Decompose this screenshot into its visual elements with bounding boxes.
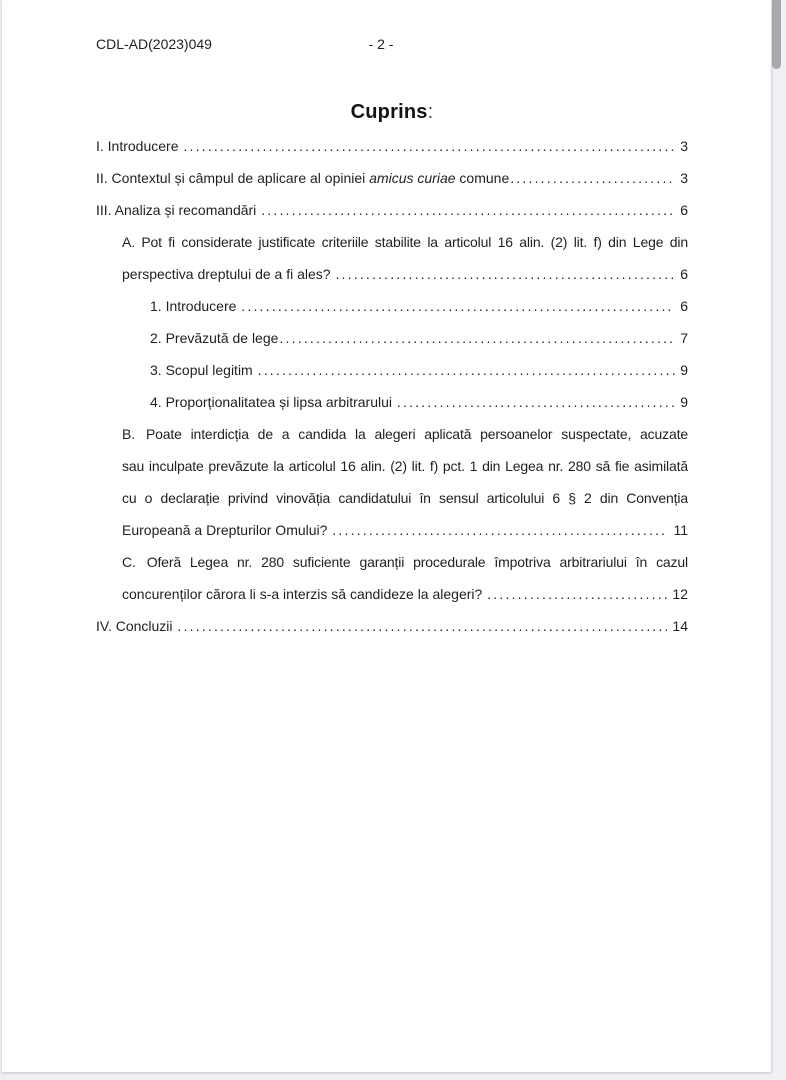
toc-line — [122, 578, 688, 610]
toc-line — [150, 322, 688, 354]
toc-entry-text — [150, 386, 396, 418]
toc-line — [122, 450, 688, 482]
text-segment: IV. Concluzii — [96, 618, 177, 634]
text-segment: 1. Introducere — [150, 298, 241, 314]
toc-entry-text — [122, 426, 688, 442]
dot-leader — [177, 610, 667, 642]
document-reference: CDL-AD(2023)049 — [96, 36, 212, 52]
text-segment: cu o declarație privind vinovăția candidatului în sensul articolului 6 § 2 din Convenția — [122, 490, 688, 506]
toc-line — [122, 418, 688, 450]
toc-entry — [96, 386, 688, 418]
table-of-contents — [96, 130, 688, 642]
toc-entry — [96, 226, 688, 290]
toc-entry — [96, 162, 688, 194]
toc-page-number: 6 — [680, 266, 688, 282]
dot-leader — [241, 290, 675, 322]
toc-page-number: 3 — [680, 138, 688, 154]
toc-entry-text — [122, 514, 331, 546]
text-segment: I. Introducere — [96, 138, 183, 154]
toc-entry-text — [150, 290, 240, 322]
toc-page-number: 6 — [680, 298, 688, 314]
toc-line — [122, 514, 688, 546]
toc-line — [122, 226, 688, 258]
toc-line — [122, 546, 688, 578]
text-segment: Oferă Legea nr. 280 suficiente garanții procedurale împotriva arbitrariului în cazul — [146, 554, 688, 570]
toc-title-colon: : — [427, 101, 434, 123]
text-segment: B. — [122, 426, 135, 442]
toc-entry-text — [96, 130, 182, 162]
dot-leader — [261, 194, 675, 226]
dot-leader — [332, 514, 668, 546]
toc-page-number: 9 — [680, 394, 688, 410]
italic-phrase: amicus curiae — [369, 170, 456, 186]
text-segment: Poate interdicția de a candida la alegeri aplicată persoanelor suspectate, acuzate — [145, 426, 688, 442]
toc-line — [96, 162, 688, 194]
toc-title-text: Cuprins — [350, 101, 428, 123]
text-segment: III. Analiza și recomandări — [96, 202, 261, 218]
toc-entry — [96, 322, 688, 354]
toc-page-number: 6 — [680, 202, 688, 218]
document-page — [2, 0, 771, 1072]
text-segment: II. Contextul și câmpul de aplicare al opiniei — [96, 170, 370, 186]
toc-line — [96, 194, 688, 226]
toc-entry-text — [96, 194, 260, 226]
toc-entry — [96, 130, 688, 162]
toc-page-number: 12 — [672, 586, 688, 602]
toc-line — [122, 482, 688, 514]
text-segment: sau inculpate prevăzute la articolul 16 alin. (2) lit. f) pct. 1 din Legea nr. 280 să fie asimilată — [122, 458, 688, 474]
toc-page-number: 11 — [673, 522, 688, 538]
dot-leader — [397, 386, 675, 418]
text-segment: perspectiva dreptului de a fi ales? — [122, 266, 335, 282]
page-header — [96, 36, 688, 54]
page-number-label: - 2 - — [368, 36, 394, 52]
toc-page-number: 9 — [680, 362, 688, 378]
text-segment: 2. Prevăzută de lege — [150, 330, 279, 346]
text-segment: Europeană a Drepturilor Omului? — [122, 522, 332, 538]
toc-entry-text — [122, 554, 688, 570]
toc-entry-text — [122, 490, 688, 506]
toc-entry — [96, 610, 688, 642]
dot-leader — [279, 322, 675, 354]
scrollbar-thumb[interactable] — [772, 0, 781, 69]
toc-entry-text — [96, 162, 509, 194]
dot-leader — [487, 578, 667, 610]
toc-entry-text — [150, 322, 278, 354]
text-segment: C. — [122, 554, 136, 570]
text-segment: A. Pot fi considerate justificate criteriile stabilite la articolul 16 alin. (2) lit. f) din Lege din — [122, 234, 688, 250]
toc-title — [96, 101, 688, 124]
dot-leader — [183, 130, 675, 162]
text-segment: concurenților cărora li s-a interzis să candideze la alegeri? — [122, 586, 487, 602]
dot-leader — [335, 258, 675, 290]
dot-leader — [258, 354, 676, 386]
toc-entry-text — [150, 354, 257, 386]
toc-entry — [96, 194, 688, 226]
toc-line — [96, 610, 688, 642]
toc-line — [150, 354, 688, 386]
toc-line — [122, 258, 688, 290]
text-segment: 3. Scopul legitim — [150, 362, 257, 378]
toc-entry — [96, 290, 688, 322]
text-segment: 4. Proporționalitatea și lipsa arbitrarului — [150, 394, 396, 410]
toc-entry-text — [96, 610, 176, 642]
toc-line — [150, 386, 688, 418]
toc-entry-text — [122, 234, 688, 250]
toc-page-number: 3 — [680, 170, 688, 186]
dot-leader — [510, 162, 675, 194]
toc-entry-text — [122, 578, 486, 610]
toc-page-number: 7 — [680, 330, 688, 346]
toc-entry — [96, 546, 688, 610]
toc-page-number: 14 — [672, 618, 688, 634]
toc-entry — [96, 418, 688, 546]
scrollbar-track[interactable] — [771, 0, 786, 1080]
toc-entry-text — [122, 258, 334, 290]
text-segment: comune — [455, 170, 510, 186]
toc-entry — [96, 354, 688, 386]
toc-line — [150, 290, 688, 322]
toc-entry-text — [122, 458, 688, 474]
toc-line — [96, 130, 688, 162]
